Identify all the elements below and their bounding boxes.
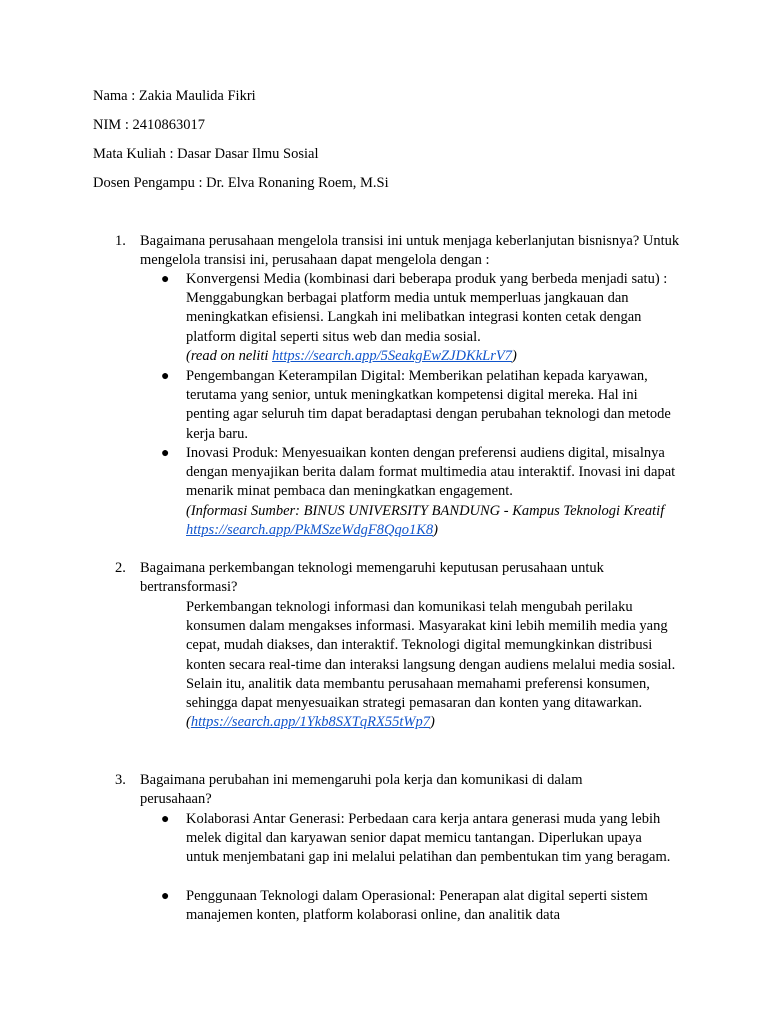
source-prefix: (Informasi Sumber: BINUS UNIVERSITY BANDUNG - Kampus Teknologi Kreatif <box>186 502 665 519</box>
list-item <box>186 270 678 366</box>
bullet-icon: ● <box>161 446 170 461</box>
source-citation <box>186 713 676 732</box>
bullet-text: Konvergensi Media (kombinasi dari beberapa produk yang berbeda menjadi satu) : Menggabungkan berbagai platform media untuk memperluas jangkauan dan meningkatkan efisiensi. Langkah ini melibatkan integrasi konten cetak dengan platform digital seperti situs web dan media sosial. <box>186 271 668 345</box>
source-prefix: (read on neliti <box>186 347 273 364</box>
bullet-icon: ● <box>161 272 170 287</box>
question-number-3: 3. <box>115 772 126 788</box>
source-suffix: ) <box>511 347 517 364</box>
bullet-icon: ● <box>161 889 170 904</box>
bullet-text: Pengembangan Keterampilan Digital: Memberikan pelatihan kepada karyawan, terutama yang senior, untuk meningkatkan kompetensi digital mereka. Hal ini penting agar seluruh tim dapat beradaptasi dengan perubahan teknologi dan metode kerja baru. <box>186 368 671 442</box>
student-nim: NIM : 2410863017 <box>93 117 205 133</box>
list-item <box>186 444 678 540</box>
list-item <box>186 810 678 868</box>
source-suffix: ) <box>433 521 438 538</box>
course-name: Mata Kuliah : Dasar Dasar Ilmu Sosial <box>93 146 319 162</box>
question-text-3: Bagaimana perubahan ini memengaruhi pola kerja dan komunikasi di dalam perusahaan? <box>140 772 583 808</box>
question-number-1: 1. <box>115 233 126 249</box>
paragraph-text: Perkembangan teknologi informasi dan komunikasi telah mengubah perilaku konsumen dalam mengakses informasi. Masyarakat kini lebih memilih media yang cepat, mudah diakses, dan interaktif. Teknologi digital memungkinkan distribusi konten secara real-time dan interaksi langsung dengan audiens melalui media sosial. Selain itu, analitik data membantu perusahaan memahami preferensi konsumen, sehingga dapat menyesuaikan strategi pemasaran dan konten yang ditawarkan. <box>186 599 676 712</box>
question-number-2: 2. <box>115 560 126 576</box>
bullet-text: Penggunaan Teknologi dalam Operasional: Penerapan alat digital seperti sistem manajemen konten, platform kolaborasi online, dan analitik data <box>186 888 648 924</box>
bullet-text: Kolaborasi Antar Generasi: Perbedaan cara kerja antara generasi muda yang lebih melek digital dan karyawan senior dapat memicu tantangan. Diperlukan upaya untuk menjembatani gap ini melalui pelatihan dan pembentukan tim yang beragam. <box>186 811 671 866</box>
question-text-2: Bagaimana perkembangan teknologi memengaruhi keputusan perusahaan untuk bertransformasi? <box>140 560 604 596</box>
list-item <box>186 887 678 925</box>
student-name: Nama : Zakia Maulida Fikri <box>93 88 256 104</box>
source-suffix: ) <box>429 714 435 731</box>
question-text-1: Bagaimana perusahaan mengelola transisi ini untuk menjaga keberlanjutan bisnisnya? Untuk mengelola transisi ini, perusahaan dapat mengelola dengan : <box>140 233 680 269</box>
bullet-icon: ● <box>161 812 170 827</box>
bullet-icon: ● <box>161 369 170 384</box>
source-citation <box>186 347 678 366</box>
source-citation <box>186 502 678 540</box>
source-link[interactable]: https://search.app/1Ykb8SXTqRX55tWp7 <box>190 714 430 731</box>
answer-paragraph-2 <box>186 598 676 732</box>
bullet-text: Inovasi Produk: Menyesuaikan konten dengan preferensi audiens digital, misalnya dengan menyajikan berita dalam format multimedia atau interaktif. Inovasi ini dapat menarik minat pembaca dan meningkatkan engagement. <box>186 445 676 500</box>
source-prefix: ( <box>186 714 191 731</box>
source-link[interactable]: https://search.app/5SeakgEwZJDKkLrV7 <box>272 347 512 364</box>
lecturer-name: Dosen Pengampu : Dr. Elva Ronaning Roem, M.Si <box>93 175 389 191</box>
list-item <box>186 367 678 444</box>
source-link[interactable]: https://search.app/PkMSzeWdgF8Qqo1K8 <box>186 521 434 538</box>
